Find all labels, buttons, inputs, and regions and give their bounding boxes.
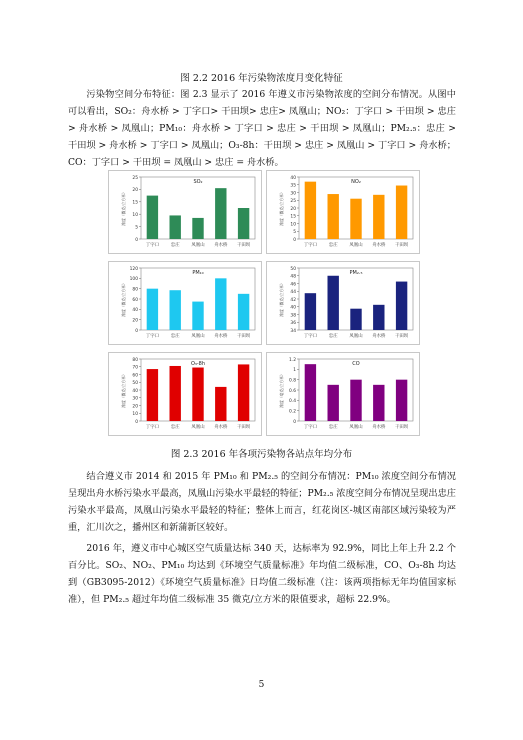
y-tick-label: 5 [293,230,296,236]
x-tick-label: 干田坝 [237,334,251,339]
x-tick-label: 忠庄 [328,243,338,248]
y-axis-label: 浓度（微克/立方米） [121,190,126,226]
y-tick-label: 0.8 [289,378,296,384]
y-tick-label: 10 [132,412,138,418]
y-tick-label: 0 [135,328,138,334]
figure-2-3 [88,166,438,442]
y-tick-label: 40 [132,308,138,314]
bar [373,195,384,239]
x-tick-label: 丁字口 [145,425,159,430]
chart-title: CO [352,361,360,367]
y-tick-label: 30 [290,191,296,197]
y-tick-label: 25 [290,199,296,205]
y-tick-label: 60 [132,297,138,303]
x-tick-label: 丁字口 [303,334,317,339]
y-tick-label: 48 [290,274,296,280]
x-tick-label: 忠庄 [328,425,338,430]
y-tick-label: 34 [290,328,296,334]
x-tick-label: 舟水桥 [214,334,228,339]
x-tick-label: 丁字口 [303,425,317,430]
x-tick-label: 凤凰山 [191,425,205,430]
bar [328,194,339,239]
bar [396,186,407,239]
y-tick-label: 42 [290,297,296,303]
y-tick-label: 15 [290,214,296,220]
x-tick-label: 忠庄 [170,425,180,430]
y-tick-label: 120 [129,266,138,272]
y-axis-label: 浓度（微克/立方米） [121,372,126,408]
x-tick-label: 干田坝 [237,425,251,430]
y-tick-label: 20 [132,188,138,194]
x-tick-label: 丁字口 [303,243,317,248]
bar [373,385,384,421]
bar [147,369,158,421]
x-tick-label: 凤凰山 [191,243,205,248]
bar [238,294,249,330]
chart-panel-so2 [108,170,262,254]
y-tick-label: 40 [132,388,138,394]
y-axis-label: 浓度（微克/立方米） [279,281,284,317]
chart-title: PM₁₀ [192,270,204,276]
chart-title: PM₂.₅ [349,270,363,276]
chart-title: O₃-8h [190,361,206,367]
y-tick-label: 38 [290,313,296,319]
y-tick-label: 40 [290,175,296,181]
chart-title: NO₂ [351,179,361,185]
bar [192,218,203,239]
y-tick-label: 0 [135,419,138,425]
paragraph-spatial-distribution [68,86,456,171]
y-axis-label: 浓度（微克/立方米） [279,190,284,226]
y-tick-label: 0 [293,419,296,425]
x-tick-label: 干田坝 [395,243,409,248]
y-tick-label: 0.2 [289,409,296,415]
y-tick-label: 20 [132,404,138,410]
bar [305,293,316,330]
y-tick-label: 60 [132,373,138,379]
bar [350,309,361,330]
bar [170,290,181,330]
x-tick-label: 忠庄 [328,334,338,339]
y-tick-label: 25 [132,175,138,181]
x-tick-label: 丁字口 [145,334,159,339]
y-tick-label: 35 [290,183,296,189]
bar [328,385,339,421]
x-tick-label: 凤凰山 [349,243,363,248]
y-tick-label: 5 [135,225,138,231]
y-tick-label: 80 [132,287,138,293]
bar [170,366,181,421]
y-tick-label: 100 [129,277,138,283]
figure-caption-2-3: 图 2.3 2016 年各项污染物各站点年均分布 [170,449,353,460]
y-tick-label: 10 [132,213,138,218]
bar [350,199,361,239]
paragraph-text: 2016 年，遵义市中心城区空气质量达标 340 天，达标率为 92.9%，同比上年上升 2.2 个百分比。SO₂、NO₂、PM₁₀ 均达到《环境空气质量标准》年均值二级标准，CO、O₃-8h 均达到（GB3095-2012）《环境空气质量标准》日均值二级标准（注：该两项指标无年均值国家标准），但 PM₂.₅ 超过年均值二级标准 35 微克/立方米的限值要求，超标 22.9%。 [68,543,456,605]
x-tick-label: 舟水桥 [214,425,228,430]
chart-panel-pm10 [108,261,262,345]
x-tick-label: 凤凰山 [349,334,363,339]
chart-title: SO₂ [193,179,203,185]
y-tick-label: 20 [290,206,296,212]
x-tick-label: 凤凰山 [191,334,205,339]
x-tick-label: 干田坝 [237,243,251,248]
bar [305,182,316,239]
figure-caption-2-2: 图 2.2 2016 年污染物浓度月变化特征 [180,73,343,84]
y-axis-label: 浓度（微克/立方米） [121,281,126,317]
paragraph-text: 污染物空间分布特征：图 2.3 显示了 2016 年遵义市污染物浓度的空间分布情况。从图中可以看出，SO₂：舟水桥 > 丁字口> 干田坝> 忠庄> 凤凰山；NO₂：丁字口 > 干田坝 > 忠庄 > 舟水桥 > 凤凰山；PM₁₀：舟水桥 > 丁字口 > 忠庄 > 干田坝 > 凤凰山；PM₂.₅：忠庄 > 干田坝 > 舟水桥 > 丁字口 > 凤凰山；O₃-8h：干田坝 > 忠庄 > 凤凰山 > 丁字口 > 舟水桥；CO：丁字口 > 干田坝 = 凤凰山 > 忠庄 = 舟水桥。 [68,89,456,168]
y-tick-label: 50 [132,381,138,387]
bar [328,276,339,330]
x-tick-label: 忠庄 [170,334,180,339]
y-tick-label: 30 [132,396,138,402]
y-tick-label: 1.2 [289,357,296,363]
y-axis-label: 浓度（毫克/立方米） [279,372,284,408]
bar [238,208,249,239]
x-tick-label: 舟水桥 [372,334,386,339]
paragraph-pm-history [68,468,456,536]
bar [147,289,158,330]
chart-panel-co [266,352,420,436]
chart-panel-pm25 [266,261,420,345]
x-tick-label: 忠庄 [170,243,180,248]
y-tick-label: 46 [290,282,296,288]
page-number: 5 [258,680,265,690]
bar [192,368,203,421]
y-tick-label: 1 [293,368,296,374]
bar [238,364,249,421]
chart-panel-o3 [108,352,262,436]
bar [215,387,226,421]
chart-panel-no2 [266,170,420,254]
y-tick-label: 0 [293,237,296,243]
y-tick-label: 44 [290,290,296,296]
x-tick-label: 凤凰山 [349,425,363,430]
y-tick-label: 0 [135,237,138,243]
y-tick-label: 50 [290,266,296,272]
x-tick-label: 舟水桥 [214,243,228,248]
x-tick-label: 舟水桥 [372,243,386,248]
y-tick-label: 80 [132,357,138,363]
bar [350,380,361,421]
bar [170,215,181,239]
y-tick-label: 10 [290,222,296,228]
y-tick-label: 0.4 [289,399,296,405]
bar [147,196,158,239]
bar [192,302,203,330]
bar [373,305,384,330]
y-tick-label: 15 [132,200,138,206]
y-tick-label: 40 [290,305,296,311]
y-tick-label: 70 [132,365,138,371]
bar [396,380,407,421]
x-tick-label: 干田坝 [395,425,409,430]
y-tick-label: 0.6 [289,388,296,394]
bar [215,278,226,330]
bar [305,364,316,421]
x-tick-label: 干田坝 [395,334,409,339]
y-tick-label: 36 [290,321,296,327]
x-tick-label: 舟水桥 [372,425,386,430]
bar [396,282,407,330]
paragraph-text: 结合遵义市 2014 和 2015 年 PM₁₀ 和 PM₂.₅ 的空间分布情况：PM₁₀ 浓度空间分布情况呈现出舟水桥污染水平最高，凤凰山污染水平最轻的特征；PM₂.₅ 浓度空间分布情况呈现出忠庄污染水平最高，凤凰山污染水平最轻的特征；整体上而言，红花岗区-城区南部区域污染较为严重，汇川次之，播州区和新蒲新区较好。 [68,471,456,533]
y-tick-label: 20 [132,318,138,324]
bar [215,188,226,239]
paragraph-air-quality-2016 [68,540,456,608]
x-tick-label: 丁字口 [145,243,159,248]
